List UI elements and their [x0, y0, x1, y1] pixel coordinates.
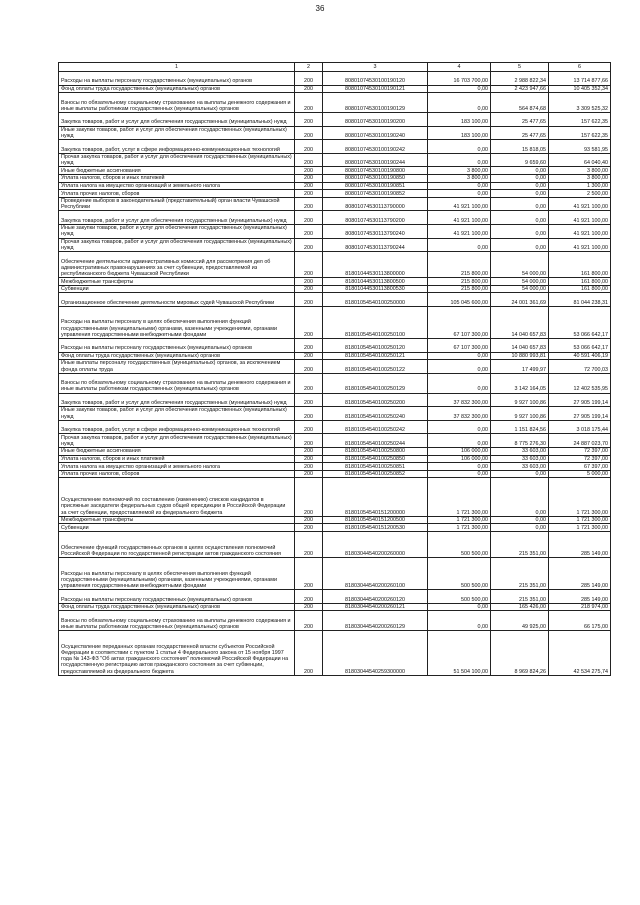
row-approved-cell: 67 107 300,00 [428, 339, 491, 353]
row-approved-cell: 0,00 [428, 153, 491, 167]
row-approved-cell: 500 500,00 [428, 531, 491, 557]
row-line-code-cell: 200 [295, 631, 323, 676]
table-body [59, 72, 611, 676]
row-budget-code-cell: 80801074530113790000 [323, 197, 428, 211]
row-remaining-cell: 157 622,35 [549, 112, 611, 126]
row-remaining-cell: 53 066 642,17 [549, 306, 611, 338]
table-row [59, 224, 611, 238]
row-name-cell: Уплата налогов, сборов и иных платежей [59, 174, 295, 182]
row-remaining-cell: 41 921 100,00 [549, 211, 611, 225]
row-remaining-cell: 42 534 275,74 [549, 631, 611, 676]
row-executed-cell: 0,00 [491, 182, 549, 190]
row-name-cell: Обеспечение функций государственных органов в целях осуществления полномочий Российской Федерации по государственной регистрации актов гражданского состояния [59, 531, 295, 557]
row-name-cell: Фонд оплаты труда государственных (муниципальных) органов [59, 603, 295, 611]
row-budget-code-cell: 81801054540151200530 [323, 524, 428, 532]
row-line-code-cell: 200 [295, 182, 323, 190]
row-name-cell: Расходы на выплаты персоналу государственных (муниципальных) органов [59, 72, 295, 86]
table-row [59, 182, 611, 190]
row-executed-cell: 54 000,00 [491, 285, 549, 293]
row-name-cell: Субвенции [59, 285, 295, 293]
row-line-code-cell: 200 [295, 306, 323, 338]
row-approved-cell: 105 045 600,00 [428, 293, 491, 307]
row-budget-code-cell: 80801074530100190850 [323, 174, 428, 182]
row-remaining-cell: 3 309 525,32 [549, 93, 611, 113]
row-line-code-cell: 200 [295, 393, 323, 407]
row-budget-code-cell: 81801054540151200500 [323, 516, 428, 524]
row-line-code-cell: 200 [295, 252, 323, 278]
row-name-cell: Взносы по обязательному социальному страхованию на выплаты денежного содержания и иные выплаты работникам государственных (муниципальных) органов [59, 611, 295, 631]
table-row [59, 393, 611, 407]
column-header-3: 3 [323, 63, 428, 72]
row-name-cell: Иные бюджетные ассигнования [59, 448, 295, 456]
table-row [59, 85, 611, 93]
row-budget-code-cell: 81801054540151200000 [323, 478, 428, 516]
row-approved-cell: 16 703 700,00 [428, 72, 491, 86]
row-executed-cell: 3 142 164,05 [491, 373, 549, 393]
row-approved-cell: 0,00 [428, 360, 491, 374]
row-line-code-cell: 200 [295, 407, 323, 421]
row-name-cell: Прочая закупка товаров, работ и услуг для обеспечения государственных (муниципальных) нужд [59, 153, 295, 167]
row-approved-cell: 3 800,00 [428, 167, 491, 175]
table-row [59, 190, 611, 198]
row-remaining-cell: 93 581,95 [549, 140, 611, 154]
table-row [59, 293, 611, 307]
table-row [59, 126, 611, 140]
row-line-code-cell: 200 [295, 590, 323, 604]
row-executed-cell: 54 000,00 [491, 252, 549, 278]
row-remaining-cell: 285 149,00 [549, 590, 611, 604]
budget-execution-table [58, 62, 611, 676]
table-row [59, 557, 611, 589]
row-line-code-cell: 200 [295, 211, 323, 225]
row-line-code-cell: 200 [295, 557, 323, 589]
row-executed-cell: 0,00 [491, 211, 549, 225]
row-executed-cell: 2 423 947,66 [491, 85, 549, 93]
row-remaining-cell: 13 714 877,66 [549, 72, 611, 86]
row-executed-cell: 10 880 993,81 [491, 352, 549, 360]
row-remaining-cell: 41 921 100,00 [549, 197, 611, 211]
row-name-cell: Организационное обеспечение деятельности мировых судей Чувашской Республики [59, 293, 295, 307]
row-approved-cell: 41 921 100,00 [428, 224, 491, 238]
row-remaining-cell: 64 040,40 [549, 153, 611, 167]
row-approved-cell: 0,00 [428, 238, 491, 252]
row-remaining-cell: 53 066 642,17 [549, 339, 611, 353]
row-remaining-cell: 3 800,00 [549, 167, 611, 175]
row-line-code-cell: 200 [295, 478, 323, 516]
row-budget-code-cell: 80801074530100190121 [323, 85, 428, 93]
row-budget-code-cell: 81801054540100250850 [323, 455, 428, 463]
row-name-cell: Расходы на выплаты персоналу в целях обеспечения выполнения функций государственными (муниципальными) органами, казенными учреждениями, органами управления государственными внебюджетными фондами [59, 557, 295, 589]
row-executed-cell: 215 351,00 [491, 531, 549, 557]
row-line-code-cell: 200 [295, 153, 323, 167]
table-row [59, 72, 611, 86]
table-row [59, 603, 611, 611]
row-approved-cell: 183 100,00 [428, 112, 491, 126]
row-approved-cell: 0,00 [428, 352, 491, 360]
row-remaining-cell: 161 800,00 [549, 278, 611, 286]
row-remaining-cell: 41 921 100,00 [549, 238, 611, 252]
row-line-code-cell: 200 [295, 278, 323, 286]
row-executed-cell: 15 818,05 [491, 140, 549, 154]
row-name-cell: Закупка товаров, работ, услуг в сфере информационно-коммуникационных технологий [59, 420, 295, 434]
row-line-code-cell: 200 [295, 360, 323, 374]
row-executed-cell: 33 603,00 [491, 463, 549, 471]
row-budget-code-cell: 81801044530113800500 [323, 278, 428, 286]
table-row [59, 238, 611, 252]
row-name-cell: Субвенции [59, 524, 295, 532]
row-executed-cell: 0,00 [491, 516, 549, 524]
row-approved-cell: 37 832 300,00 [428, 393, 491, 407]
row-approved-cell: 0,00 [428, 603, 491, 611]
row-executed-cell: 49 925,00 [491, 611, 549, 631]
row-executed-cell: 24 001 361,69 [491, 293, 549, 307]
row-approved-cell: 0,00 [428, 434, 491, 448]
row-line-code-cell: 200 [295, 224, 323, 238]
row-approved-cell: 0,00 [428, 190, 491, 198]
table-row [59, 524, 611, 532]
row-approved-cell: 41 921 100,00 [428, 197, 491, 211]
row-name-cell: Межбюджетные трансферты [59, 516, 295, 524]
row-line-code-cell: 200 [295, 174, 323, 182]
table-row [59, 455, 611, 463]
row-name-cell: Прочая закупка товаров, работ и услуг для обеспечения государственных (муниципальных) нужд [59, 238, 295, 252]
row-approved-cell: 106 000,00 [428, 455, 491, 463]
row-executed-cell: 9 659,60 [491, 153, 549, 167]
row-name-cell: Осуществление полномочий по составлению (изменению) списков кандидатов в присяжные заседатели федеральных судов общей юрисдикции в Российской Федерации за счет субвенции, предоставляемой из федерального бюджета [59, 478, 295, 516]
row-budget-code-cell: 80801074530100190244 [323, 153, 428, 167]
row-budget-code-cell: 81801054540100250240 [323, 407, 428, 421]
row-budget-code-cell: 81803044540200260000 [323, 531, 428, 557]
row-approved-cell: 0,00 [428, 373, 491, 393]
row-line-code-cell: 200 [295, 352, 323, 360]
row-executed-cell: 165 426,00 [491, 603, 549, 611]
row-remaining-cell: 27 905 199,14 [549, 393, 611, 407]
row-budget-code-cell: 80801074530113790200 [323, 211, 428, 225]
row-name-cell: Фонд оплаты труда государственных (муниципальных) органов [59, 85, 295, 93]
row-approved-cell: 0,00 [428, 93, 491, 113]
table-row [59, 590, 611, 604]
row-approved-cell: 215 800,00 [428, 252, 491, 278]
table-row [59, 531, 611, 557]
row-remaining-cell: 72 397,00 [549, 455, 611, 463]
row-name-cell: Расходы на выплаты персоналу государственных (муниципальных) органов [59, 590, 295, 604]
row-approved-cell: 106 000,00 [428, 448, 491, 456]
table-row [59, 167, 611, 175]
row-remaining-cell: 24 887 023,70 [549, 434, 611, 448]
row-line-code-cell: 200 [295, 140, 323, 154]
row-remaining-cell: 12 402 535,95 [549, 373, 611, 393]
row-name-cell: Закупка товаров, работ и услуг для обеспечения государственных (муниципальных) нужд [59, 211, 295, 225]
table-row [59, 197, 611, 211]
row-budget-code-cell: 80801074530100190800 [323, 167, 428, 175]
table-row [59, 112, 611, 126]
row-approved-cell: 1 721 300,00 [428, 524, 491, 532]
row-executed-cell: 0,00 [491, 167, 549, 175]
table-row [59, 448, 611, 456]
row-executed-cell: 17 499,97 [491, 360, 549, 374]
table-row [59, 140, 611, 154]
row-approved-cell: 0,00 [428, 140, 491, 154]
row-name-cell: Уплата прочих налогов, сборов [59, 470, 295, 478]
row-budget-code-cell: 81801054540100250122 [323, 360, 428, 374]
table-row [59, 478, 611, 516]
row-name-cell: Уплата прочих налогов, сборов [59, 190, 295, 198]
row-executed-cell: 215 351,00 [491, 590, 549, 604]
row-line-code-cell: 200 [295, 373, 323, 393]
row-executed-cell: 0,00 [491, 478, 549, 516]
row-line-code-cell: 200 [295, 93, 323, 113]
row-name-cell: Проведение выборов в законодательный (представительный) орган власти Чувашской Республики [59, 197, 295, 211]
row-budget-code-cell: 81801054540100250100 [323, 306, 428, 338]
row-approved-cell: 0,00 [428, 85, 491, 93]
row-budget-code-cell: 80801074530100190120 [323, 72, 428, 86]
row-budget-code-cell: 81801054540100250129 [323, 373, 428, 393]
row-line-code-cell: 200 [295, 531, 323, 557]
row-executed-cell: 0,00 [491, 524, 549, 532]
row-executed-cell: 33 603,00 [491, 455, 549, 463]
row-budget-code-cell: 81803044540200260121 [323, 603, 428, 611]
row-remaining-cell: 3 800,00 [549, 174, 611, 182]
row-executed-cell: 0,00 [491, 238, 549, 252]
row-name-cell: Иные закупки товаров, работ и услуг для обеспечения государственных (муниципальных) нужд [59, 224, 295, 238]
row-remaining-cell: 66 175,00 [549, 611, 611, 631]
column-numbers-row [59, 63, 611, 72]
column-header-4: 4 [428, 63, 491, 72]
row-remaining-cell: 1 721 300,00 [549, 478, 611, 516]
column-header-1: 1 [59, 63, 295, 72]
row-budget-code-cell: 81801054540100250851 [323, 463, 428, 471]
row-executed-cell: 25 477,65 [491, 126, 549, 140]
row-budget-code-cell: 81801054540100250121 [323, 352, 428, 360]
row-approved-cell: 41 921 100,00 [428, 211, 491, 225]
row-line-code-cell: 200 [295, 112, 323, 126]
row-remaining-cell: 1 721 300,00 [549, 524, 611, 532]
row-approved-cell: 67 107 300,00 [428, 306, 491, 338]
row-remaining-cell: 157 622,35 [549, 126, 611, 140]
table-row [59, 174, 611, 182]
row-name-cell: Обеспечение деятельности административных комиссий для рассмотрения дел об административных правонарушениях за счет субвенции, предоставляемой из республиканского бюджета Чувашской Республики [59, 252, 295, 278]
row-budget-code-cell: 81801054540100250200 [323, 393, 428, 407]
row-executed-cell: 9 927 100,86 [491, 407, 549, 421]
row-budget-code-cell: 81801054540100250852 [323, 470, 428, 478]
row-remaining-cell: 285 149,00 [549, 557, 611, 589]
row-name-cell: Иные закупки товаров, работ и услуг для обеспечения государственных (муниципальных) нужд [59, 407, 295, 421]
table-row [59, 434, 611, 448]
row-name-cell: Прочая закупка товаров, работ и услуг для обеспечения государственных (муниципальных) нужд [59, 434, 295, 448]
row-executed-cell: 0,00 [491, 174, 549, 182]
row-executed-cell: 1 151 824,56 [491, 420, 549, 434]
row-budget-code-cell: 81803044540200260129 [323, 611, 428, 631]
row-name-cell: Уплата налога на имущество организаций и земельного налога [59, 182, 295, 190]
row-approved-cell: 1 721 300,00 [428, 516, 491, 524]
row-approved-cell: 0,00 [428, 470, 491, 478]
row-budget-code-cell: 80801074530100190240 [323, 126, 428, 140]
row-executed-cell: 0,00 [491, 224, 549, 238]
table-row [59, 153, 611, 167]
row-line-code-cell: 200 [295, 238, 323, 252]
table-row [59, 463, 611, 471]
row-name-cell: Иные закупки товаров, работ и услуг для обеспечения государственных (муниципальных) нужд [59, 126, 295, 140]
row-remaining-cell: 67 397,00 [549, 463, 611, 471]
row-remaining-cell: 27 905 199,14 [549, 407, 611, 421]
row-remaining-cell: 161 800,00 [549, 285, 611, 293]
row-line-code-cell: 200 [295, 339, 323, 353]
row-line-code-cell: 200 [295, 448, 323, 456]
row-remaining-cell: 1 300,00 [549, 182, 611, 190]
row-budget-code-cell: 81803044540259300000 [323, 631, 428, 676]
row-name-cell: Расходы на выплаты персоналу в целях обеспечения выполнения функций государственными (муниципальными) органами, казенными учреждениями, органами управления государственными внебюджетными фондами [59, 306, 295, 338]
row-line-code-cell: 200 [295, 72, 323, 86]
row-approved-cell: 51 504 100,00 [428, 631, 491, 676]
column-header-5: 5 [491, 63, 549, 72]
row-name-cell: Закупка товаров, работ и услуг для обеспечения государственных (муниципальных) нужд [59, 393, 295, 407]
row-line-code-cell: 200 [295, 420, 323, 434]
row-approved-cell: 183 100,00 [428, 126, 491, 140]
row-name-cell: Межбюджетные трансферты [59, 278, 295, 286]
row-remaining-cell: 81 044 238,31 [549, 293, 611, 307]
table-row [59, 93, 611, 113]
row-remaining-cell: 72 397,00 [549, 448, 611, 456]
row-line-code-cell: 200 [295, 524, 323, 532]
column-header-6: 6 [549, 63, 611, 72]
row-remaining-cell: 218 974,00 [549, 603, 611, 611]
row-budget-code-cell: 80801074530100190242 [323, 140, 428, 154]
row-line-code-cell: 200 [295, 434, 323, 448]
row-executed-cell: 8 969 824,26 [491, 631, 549, 676]
row-budget-code-cell: 80801074530113790240 [323, 224, 428, 238]
row-budget-code-cell: 81801044530113800000 [323, 252, 428, 278]
row-budget-code-cell: 80801074530100190851 [323, 182, 428, 190]
row-line-code-cell: 200 [295, 293, 323, 307]
row-remaining-cell: 5 000,00 [549, 470, 611, 478]
row-remaining-cell: 1 721 300,00 [549, 516, 611, 524]
table-row [59, 360, 611, 374]
table-row [59, 211, 611, 225]
row-name-cell: Взносы по обязательному социальному страхованию на выплаты денежного содержания и иные выплаты работникам государственных (муниципальных) органов [59, 373, 295, 393]
row-line-code-cell: 200 [295, 167, 323, 175]
table-row [59, 352, 611, 360]
table-row [59, 420, 611, 434]
table-row [59, 631, 611, 676]
page-number: 36 [315, 4, 325, 13]
row-name-cell: Закупка товаров, работ и услуг для обеспечения государственных (муниципальных) нужд [59, 112, 295, 126]
table-row [59, 339, 611, 353]
row-budget-code-cell: 80801074530100190200 [323, 112, 428, 126]
row-line-code-cell: 200 [295, 126, 323, 140]
row-executed-cell: 0,00 [491, 197, 549, 211]
row-line-code-cell: 200 [295, 190, 323, 198]
row-name-cell: Фонд оплаты труда государственных (муниципальных) органов [59, 352, 295, 360]
table-row [59, 516, 611, 524]
row-remaining-cell: 161 800,00 [549, 252, 611, 278]
table-row [59, 611, 611, 631]
row-budget-code-cell: 81801054540100250800 [323, 448, 428, 456]
table-row [59, 373, 611, 393]
row-approved-cell: 37 832 300,00 [428, 407, 491, 421]
row-budget-code-cell: 81801054540100250242 [323, 420, 428, 434]
row-executed-cell: 14 040 657,83 [491, 339, 549, 353]
row-executed-cell: 54 000,00 [491, 278, 549, 286]
row-budget-code-cell: 80801074530100190129 [323, 93, 428, 113]
row-approved-cell: 0,00 [428, 182, 491, 190]
table-row [59, 470, 611, 478]
row-remaining-cell: 72 700,03 [549, 360, 611, 374]
row-budget-code-cell: 81803044540200260100 [323, 557, 428, 589]
table-row [59, 278, 611, 286]
row-name-cell: Уплата налогов, сборов и иных платежей [59, 455, 295, 463]
row-executed-cell: 0,00 [491, 190, 549, 198]
row-name-cell: Осуществление переданных органам государственной власти субъектов Российской Федерации в соответствии с пунктом 1 статьи 4 Федерального закона от 15 ноября 1997 года № 143-ФЗ "Об актах гражданского состояния" полномочий Российской Федерации на государственную регистрацию актов гражданского состояния за счет субвенции, предоставляемой из федерального бюджета [59, 631, 295, 676]
row-name-cell: Закупка товаров, работ, услуг в сфере информационно-коммуникационных технологий [59, 140, 295, 154]
table-header [59, 63, 611, 72]
row-line-code-cell: 200 [295, 285, 323, 293]
row-budget-code-cell: 81801054540100250000 [323, 293, 428, 307]
row-budget-code-cell: 81801054540100250120 [323, 339, 428, 353]
row-budget-code-cell: 80801074530113790244 [323, 238, 428, 252]
row-executed-cell: 9 927 100,86 [491, 393, 549, 407]
row-executed-cell: 33 603,00 [491, 448, 549, 456]
row-line-code-cell: 200 [295, 463, 323, 471]
row-line-code-cell: 200 [295, 603, 323, 611]
column-header-2: 2 [295, 63, 323, 72]
row-line-code-cell: 200 [295, 85, 323, 93]
row-name-cell: Иные бюджетные ассигнования [59, 167, 295, 175]
row-executed-cell: 564 874,68 [491, 93, 549, 113]
row-executed-cell: 2 988 822,34 [491, 72, 549, 86]
row-name-cell: Уплата налога на имущество организаций и земельного налога [59, 463, 295, 471]
row-approved-cell: 500 500,00 [428, 557, 491, 589]
row-budget-code-cell: 81801044530113800530 [323, 285, 428, 293]
row-approved-cell: 0,00 [428, 420, 491, 434]
row-approved-cell: 0,00 [428, 463, 491, 471]
row-remaining-cell: 41 921 100,00 [549, 224, 611, 238]
row-remaining-cell: 2 500,00 [549, 190, 611, 198]
row-line-code-cell: 200 [295, 197, 323, 211]
row-line-code-cell: 200 [295, 470, 323, 478]
row-executed-cell: 215 351,00 [491, 557, 549, 589]
row-executed-cell: 25 477,65 [491, 112, 549, 126]
row-name-cell: Иные выплаты персоналу государственных (муниципальных) органов, за исключением фонда оплаты труда [59, 360, 295, 374]
row-approved-cell: 215 800,00 [428, 285, 491, 293]
row-approved-cell: 0,00 [428, 611, 491, 631]
row-executed-cell: 0,00 [491, 470, 549, 478]
row-budget-code-cell: 81801054540100250244 [323, 434, 428, 448]
table-row [59, 285, 611, 293]
table-row [59, 407, 611, 421]
row-line-code-cell: 200 [295, 516, 323, 524]
row-approved-cell: 215 800,00 [428, 278, 491, 286]
row-name-cell: Расходы на выплаты персоналу государственных (муниципальных) органов [59, 339, 295, 353]
row-executed-cell: 14 040 657,83 [491, 306, 549, 338]
row-name-cell: Взносы по обязательному социальному страхованию на выплаты денежного содержания и иные выплаты работникам государственных (муниципальных) органов [59, 93, 295, 113]
row-executed-cell: 8 775 276,30 [491, 434, 549, 448]
row-budget-code-cell: 81803044540200260120 [323, 590, 428, 604]
row-budget-code-cell: 80801074530100190852 [323, 190, 428, 198]
row-approved-cell: 1 721 300,00 [428, 478, 491, 516]
table-row [59, 306, 611, 338]
row-approved-cell: 500 500,00 [428, 590, 491, 604]
row-remaining-cell: 3 018 175,44 [549, 420, 611, 434]
row-line-code-cell: 200 [295, 455, 323, 463]
row-remaining-cell: 285 149,00 [549, 531, 611, 557]
row-remaining-cell: 10 405 352,34 [549, 85, 611, 93]
row-remaining-cell: 40 591 406,19 [549, 352, 611, 360]
row-line-code-cell: 200 [295, 611, 323, 631]
table-row [59, 252, 611, 278]
row-approved-cell: 3 800,00 [428, 174, 491, 182]
